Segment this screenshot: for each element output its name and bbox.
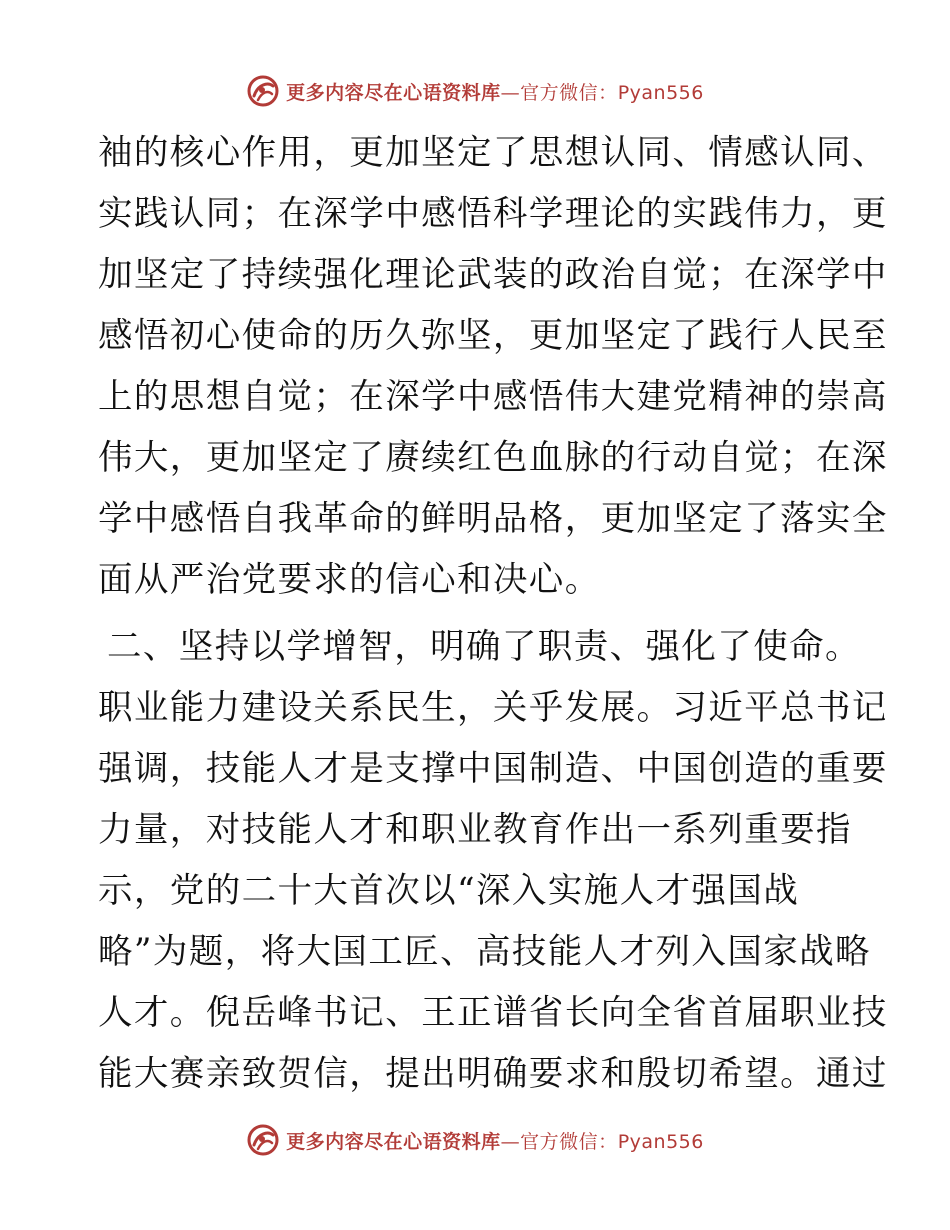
banner-title: 更多内容尽在心语资料库 [286,1130,501,1153]
red-swirl-logo-icon [246,74,280,108]
banner-wechat-label: 官方微信： [520,81,618,104]
banner-separator: — [500,81,521,104]
banner-wechat-label: 官方微信： [520,1130,618,1153]
paragraph2-line: 人才。倪岳峰书记、王正谱省长向全省首届职业技 [98,993,888,1033]
paragraph1-line: 感悟初心使命的历久弥坚，更加坚定了践行人民至 [98,316,888,356]
paragraph1-line: 加坚定了持续强化理论武装的政治自觉；在深学中 [98,255,888,295]
paragraph2-line: 力量，对技能人才和职业教育作出一系列重要指 [98,810,852,850]
paragraph2-line: 示，党的二十大首次以“深入实施人才强国战 [98,871,800,911]
paragraph1-line: 伟大，更加坚定了赓续红色血脉的行动自觉；在深 [98,438,888,478]
paragraph1-line: 实践认同；在深学中感悟科学理论的实践伟力，更 [98,194,888,234]
banner-wechat-id: Pyan556 [617,81,704,104]
paragraph2-line: 职业能力建设关系民生，关乎发展。习近平总书记 [98,688,888,728]
banner-title: 更多内容尽在心语资料库 [286,81,501,104]
red-swirl-logo-icon [246,1123,280,1157]
banner-text [286,78,704,105]
paragraph1-line: 面从严治党要求的信心和决心。 [98,560,601,600]
section-heading: 二、坚持以学增智，明确了职责、强化了使命。 [107,627,861,667]
banner-text [286,1127,704,1154]
header-banner [0,71,950,111]
paragraph2-line: 略”为题，将大国工匠、高技能人才列入国家战略 [98,932,871,972]
footer-banner [0,1120,950,1160]
banner-separator: — [500,1130,521,1153]
paragraph1-line: 上的思想自觉；在深学中感悟伟大建党精神的崇高 [98,377,888,417]
paragraph2-line: 能大赛亲致贺信，提出明确要求和殷切希望。通过 [98,1054,888,1094]
paragraph2-line: 强调，技能人才是支撑中国制造、中国创造的重要 [98,749,888,789]
paragraph1-line: 袖的核心作用，更加坚定了思想认同、情感认同、 [98,133,888,173]
banner-wechat-id: Pyan556 [617,1130,704,1153]
paragraph1-line: 学中感悟自我革命的鲜明品格，更加坚定了落实全 [98,499,888,539]
